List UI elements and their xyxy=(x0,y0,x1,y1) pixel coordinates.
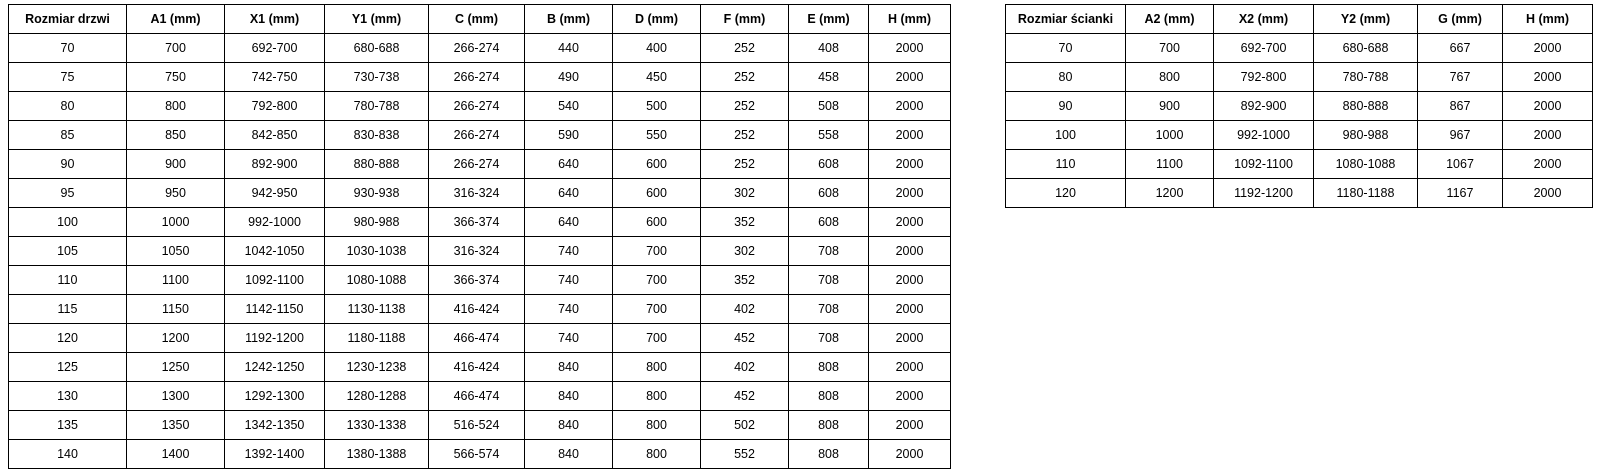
wall-table-cell: 80 xyxy=(1006,63,1126,92)
door-table-cell: 800 xyxy=(613,411,701,440)
door-table-cell: 1392-1400 xyxy=(225,440,325,469)
door-table-cell: 1330-1338 xyxy=(325,411,429,440)
wall-table-cell: 1067 xyxy=(1418,150,1503,179)
door-table-cell: 2000 xyxy=(869,179,951,208)
wall-table-cell: 780-788 xyxy=(1314,63,1418,92)
door-table-cell: 1250 xyxy=(127,353,225,382)
door-table-cell: 266-274 xyxy=(429,63,525,92)
door-table-cell: 1042-1050 xyxy=(225,237,325,266)
wall-table-column-header: Rozmiar ścianki xyxy=(1006,5,1126,34)
wall-panel-size-table-container xyxy=(1005,4,1593,208)
table-row xyxy=(9,63,951,92)
wall-table-cell: 980-988 xyxy=(1314,121,1418,150)
table-row xyxy=(9,92,951,121)
door-table-cell: 800 xyxy=(613,382,701,411)
wall-table-cell: 692-700 xyxy=(1214,34,1314,63)
door-table-cell: 708 xyxy=(789,324,869,353)
door-table-cell: 1142-1150 xyxy=(225,295,325,324)
table-row xyxy=(9,411,951,440)
door-table-cell: 708 xyxy=(789,266,869,295)
door-table-cell: 700 xyxy=(613,266,701,295)
door-table-cell: 550 xyxy=(613,121,701,150)
door-table-head xyxy=(9,5,951,34)
door-table-column-header: E (mm) xyxy=(789,5,869,34)
door-table-cell: 780-788 xyxy=(325,92,429,121)
door-table-column-header: D (mm) xyxy=(613,5,701,34)
door-table-cell: 366-374 xyxy=(429,266,525,295)
door-table-cell: 140 xyxy=(9,440,127,469)
door-table-cell: 808 xyxy=(789,353,869,382)
door-size-table xyxy=(8,4,951,469)
wall-table-cell: 2000 xyxy=(1503,179,1593,208)
door-table-column-header: Rozmiar drzwi xyxy=(9,5,127,34)
door-table-cell: 100 xyxy=(9,208,127,237)
door-table-cell: 1180-1188 xyxy=(325,324,429,353)
table-row xyxy=(9,440,951,469)
table-row xyxy=(1006,92,1593,121)
door-table-cell: 840 xyxy=(525,411,613,440)
wall-table-header-row xyxy=(1006,5,1593,34)
table-row xyxy=(9,324,951,353)
door-table-cell: 105 xyxy=(9,237,127,266)
wall-table-head xyxy=(1006,5,1593,34)
wall-table-cell: 100 xyxy=(1006,121,1126,150)
wall-table-cell: 1192-1200 xyxy=(1214,179,1314,208)
door-table-cell: 1350 xyxy=(127,411,225,440)
door-table-cell: 1300 xyxy=(127,382,225,411)
door-table-cell: 1050 xyxy=(127,237,225,266)
door-table-cell: 120 xyxy=(9,324,127,353)
door-table-cell: 980-988 xyxy=(325,208,429,237)
door-table-cell: 1280-1288 xyxy=(325,382,429,411)
door-table-column-header: H (mm) xyxy=(869,5,951,34)
door-table-cell: 900 xyxy=(127,150,225,179)
wall-table-cell: 2000 xyxy=(1503,63,1593,92)
table-row xyxy=(9,34,951,63)
door-table-cell: 2000 xyxy=(869,440,951,469)
wall-table-cell: 800 xyxy=(1126,63,1214,92)
door-table-column-header: B (mm) xyxy=(525,5,613,34)
door-table-cell: 1400 xyxy=(127,440,225,469)
wall-table-cell: 880-888 xyxy=(1314,92,1418,121)
door-table-cell: 2000 xyxy=(869,237,951,266)
wall-table-cell: 1000 xyxy=(1126,121,1214,150)
wall-table-column-header: X2 (mm) xyxy=(1214,5,1314,34)
table-row xyxy=(1006,63,1593,92)
door-table-cell: 500 xyxy=(613,92,701,121)
door-table-cell: 992-1000 xyxy=(225,208,325,237)
door-table-cell: 600 xyxy=(613,150,701,179)
door-table-cell: 700 xyxy=(613,237,701,266)
door-table-cell: 302 xyxy=(701,237,789,266)
door-table-cell: 640 xyxy=(525,179,613,208)
door-table-cell: 266-274 xyxy=(429,150,525,179)
wall-table-cell: 90 xyxy=(1006,92,1126,121)
door-table-cell: 266-274 xyxy=(429,34,525,63)
door-table-cell: 600 xyxy=(613,179,701,208)
door-table-cell: 840 xyxy=(525,440,613,469)
door-table-cell: 1000 xyxy=(127,208,225,237)
door-table-cell: 402 xyxy=(701,295,789,324)
door-table-cell: 302 xyxy=(701,179,789,208)
door-table-cell: 850 xyxy=(127,121,225,150)
door-table-cell: 808 xyxy=(789,411,869,440)
door-table-cell: 452 xyxy=(701,382,789,411)
door-table-cell: 70 xyxy=(9,34,127,63)
door-table-cell: 692-700 xyxy=(225,34,325,63)
door-table-cell: 1130-1138 xyxy=(325,295,429,324)
wall-table-cell: 1080-1088 xyxy=(1314,150,1418,179)
door-table-cell: 608 xyxy=(789,150,869,179)
door-table-cell: 800 xyxy=(613,440,701,469)
wall-table-cell: 1167 xyxy=(1418,179,1503,208)
door-table-cell: 700 xyxy=(613,324,701,353)
door-table-cell: 352 xyxy=(701,208,789,237)
door-table-cell: 1100 xyxy=(127,266,225,295)
door-table-cell: 452 xyxy=(701,324,789,353)
table-row xyxy=(9,295,951,324)
door-table-cell: 516-524 xyxy=(429,411,525,440)
door-table-cell: 2000 xyxy=(869,150,951,179)
door-table-cell: 708 xyxy=(789,237,869,266)
door-table-cell: 316-324 xyxy=(429,237,525,266)
door-table-cell: 252 xyxy=(701,150,789,179)
door-table-cell: 115 xyxy=(9,295,127,324)
wall-table-column-header: G (mm) xyxy=(1418,5,1503,34)
door-table-cell: 80 xyxy=(9,92,127,121)
wall-table-cell: 680-688 xyxy=(1314,34,1418,63)
door-table-cell: 2000 xyxy=(869,353,951,382)
door-table-cell: 740 xyxy=(525,324,613,353)
door-table-cell: 640 xyxy=(525,150,613,179)
table-row xyxy=(9,353,951,382)
door-table-cell: 1342-1350 xyxy=(225,411,325,440)
door-table-cell: 2000 xyxy=(869,411,951,440)
wall-table-cell: 2000 xyxy=(1503,150,1593,179)
door-table-cell: 352 xyxy=(701,266,789,295)
door-table-cell: 1150 xyxy=(127,295,225,324)
door-table-cell: 880-888 xyxy=(325,150,429,179)
wall-table-cell: 667 xyxy=(1418,34,1503,63)
door-table-cell: 1092-1100 xyxy=(225,266,325,295)
wall-table-column-header: Y2 (mm) xyxy=(1314,5,1418,34)
door-table-cell: 590 xyxy=(525,121,613,150)
door-table-cell: 466-474 xyxy=(429,382,525,411)
door-table-cell: 558 xyxy=(789,121,869,150)
wall-table-cell: 992-1000 xyxy=(1214,121,1314,150)
door-table-cell: 2000 xyxy=(869,34,951,63)
door-table-cell: 2000 xyxy=(869,121,951,150)
door-table-cell: 800 xyxy=(613,353,701,382)
door-table-cell: 750 xyxy=(127,63,225,92)
wall-table-cell: 1180-1188 xyxy=(1314,179,1418,208)
wall-table-cell: 867 xyxy=(1418,92,1503,121)
door-table-cell: 75 xyxy=(9,63,127,92)
wall-table-cell: 120 xyxy=(1006,179,1126,208)
door-table-cell: 892-900 xyxy=(225,150,325,179)
door-table-cell: 466-474 xyxy=(429,324,525,353)
door-size-table-container xyxy=(8,4,951,469)
door-table-cell: 840 xyxy=(525,382,613,411)
door-table-cell: 1242-1250 xyxy=(225,353,325,382)
table-row xyxy=(9,266,951,295)
table-row xyxy=(9,121,951,150)
table-row xyxy=(9,382,951,411)
door-table-cell: 316-324 xyxy=(429,179,525,208)
door-table-cell: 1080-1088 xyxy=(325,266,429,295)
door-table-cell: 252 xyxy=(701,34,789,63)
door-table-cell: 942-950 xyxy=(225,179,325,208)
door-table-cell: 608 xyxy=(789,179,869,208)
wall-table-column-header: H (mm) xyxy=(1503,5,1593,34)
door-table-cell: 2000 xyxy=(869,63,951,92)
door-table-cell: 135 xyxy=(9,411,127,440)
table-row xyxy=(1006,34,1593,63)
table-row xyxy=(9,150,951,179)
door-table-cell: 792-800 xyxy=(225,92,325,121)
wall-table-cell: 70 xyxy=(1006,34,1126,63)
door-table-cell: 1192-1200 xyxy=(225,324,325,353)
door-table-cell: 252 xyxy=(701,63,789,92)
door-table-cell: 502 xyxy=(701,411,789,440)
door-table-cell: 842-850 xyxy=(225,121,325,150)
door-table-cell: 366-374 xyxy=(429,208,525,237)
wall-table-cell: 2000 xyxy=(1503,121,1593,150)
door-table-cell: 808 xyxy=(789,382,869,411)
wall-table-cell: 767 xyxy=(1418,63,1503,92)
door-table-cell: 2000 xyxy=(869,382,951,411)
door-table-cell: 700 xyxy=(127,34,225,63)
wall-table-cell: 110 xyxy=(1006,150,1126,179)
door-table-cell: 740 xyxy=(525,295,613,324)
door-table-cell: 1230-1238 xyxy=(325,353,429,382)
wall-table-cell: 892-900 xyxy=(1214,92,1314,121)
table-row xyxy=(9,179,951,208)
door-table-cell: 930-938 xyxy=(325,179,429,208)
door-table-cell: 1380-1388 xyxy=(325,440,429,469)
door-table-cell: 2000 xyxy=(869,92,951,121)
door-table-cell: 730-738 xyxy=(325,63,429,92)
door-table-column-header: Y1 (mm) xyxy=(325,5,429,34)
wall-table-body xyxy=(1006,34,1593,208)
door-table-body xyxy=(9,34,951,469)
wall-table-cell: 900 xyxy=(1126,92,1214,121)
door-table-cell: 600 xyxy=(613,208,701,237)
door-table-cell: 490 xyxy=(525,63,613,92)
wall-table-cell: 967 xyxy=(1418,121,1503,150)
door-table-cell: 85 xyxy=(9,121,127,150)
door-table-cell: 252 xyxy=(701,121,789,150)
wall-table-cell: 792-800 xyxy=(1214,63,1314,92)
door-table-cell: 95 xyxy=(9,179,127,208)
door-table-cell: 110 xyxy=(9,266,127,295)
wall-table-cell: 1100 xyxy=(1126,150,1214,179)
door-table-header-row xyxy=(9,5,951,34)
table-row xyxy=(1006,121,1593,150)
door-table-column-header: F (mm) xyxy=(701,5,789,34)
wall-table-cell: 2000 xyxy=(1503,34,1593,63)
door-table-cell: 408 xyxy=(789,34,869,63)
door-table-cell: 416-424 xyxy=(429,353,525,382)
door-table-cell: 416-424 xyxy=(429,295,525,324)
door-table-cell: 130 xyxy=(9,382,127,411)
door-table-cell: 1030-1038 xyxy=(325,237,429,266)
door-table-cell: 2000 xyxy=(869,324,951,353)
door-table-cell: 700 xyxy=(613,295,701,324)
door-table-cell: 266-274 xyxy=(429,92,525,121)
wall-table-cell: 1092-1100 xyxy=(1214,150,1314,179)
door-table-cell: 680-688 xyxy=(325,34,429,63)
door-table-cell: 552 xyxy=(701,440,789,469)
door-table-cell: 708 xyxy=(789,295,869,324)
door-table-cell: 740 xyxy=(525,266,613,295)
wall-panel-size-table xyxy=(1005,4,1593,208)
table-row xyxy=(9,208,951,237)
door-table-cell: 830-838 xyxy=(325,121,429,150)
door-table-cell: 800 xyxy=(127,92,225,121)
door-table-cell: 458 xyxy=(789,63,869,92)
door-table-column-header: A1 (mm) xyxy=(127,5,225,34)
door-table-cell: 566-574 xyxy=(429,440,525,469)
door-table-cell: 2000 xyxy=(869,295,951,324)
door-table-cell: 450 xyxy=(613,63,701,92)
door-table-cell: 508 xyxy=(789,92,869,121)
table-row xyxy=(1006,179,1593,208)
wall-table-cell: 700 xyxy=(1126,34,1214,63)
door-table-cell: 808 xyxy=(789,440,869,469)
door-table-cell: 125 xyxy=(9,353,127,382)
wall-table-column-header: A2 (mm) xyxy=(1126,5,1214,34)
door-table-cell: 252 xyxy=(701,92,789,121)
door-table-cell: 400 xyxy=(613,34,701,63)
door-table-cell: 742-750 xyxy=(225,63,325,92)
door-table-cell: 402 xyxy=(701,353,789,382)
door-table-column-header: X1 (mm) xyxy=(225,5,325,34)
door-table-cell: 90 xyxy=(9,150,127,179)
door-table-cell: 2000 xyxy=(869,208,951,237)
door-table-cell: 2000 xyxy=(869,266,951,295)
door-table-cell: 950 xyxy=(127,179,225,208)
wall-table-cell: 1200 xyxy=(1126,179,1214,208)
door-table-cell: 440 xyxy=(525,34,613,63)
door-table-cell: 1200 xyxy=(127,324,225,353)
door-table-cell: 1292-1300 xyxy=(225,382,325,411)
door-table-cell: 740 xyxy=(525,237,613,266)
door-table-cell: 640 xyxy=(525,208,613,237)
door-table-cell: 840 xyxy=(525,353,613,382)
door-table-cell: 540 xyxy=(525,92,613,121)
table-row xyxy=(9,237,951,266)
door-table-cell: 608 xyxy=(789,208,869,237)
door-table-cell: 266-274 xyxy=(429,121,525,150)
wall-table-cell: 2000 xyxy=(1503,92,1593,121)
door-table-column-header: C (mm) xyxy=(429,5,525,34)
table-row xyxy=(1006,150,1593,179)
